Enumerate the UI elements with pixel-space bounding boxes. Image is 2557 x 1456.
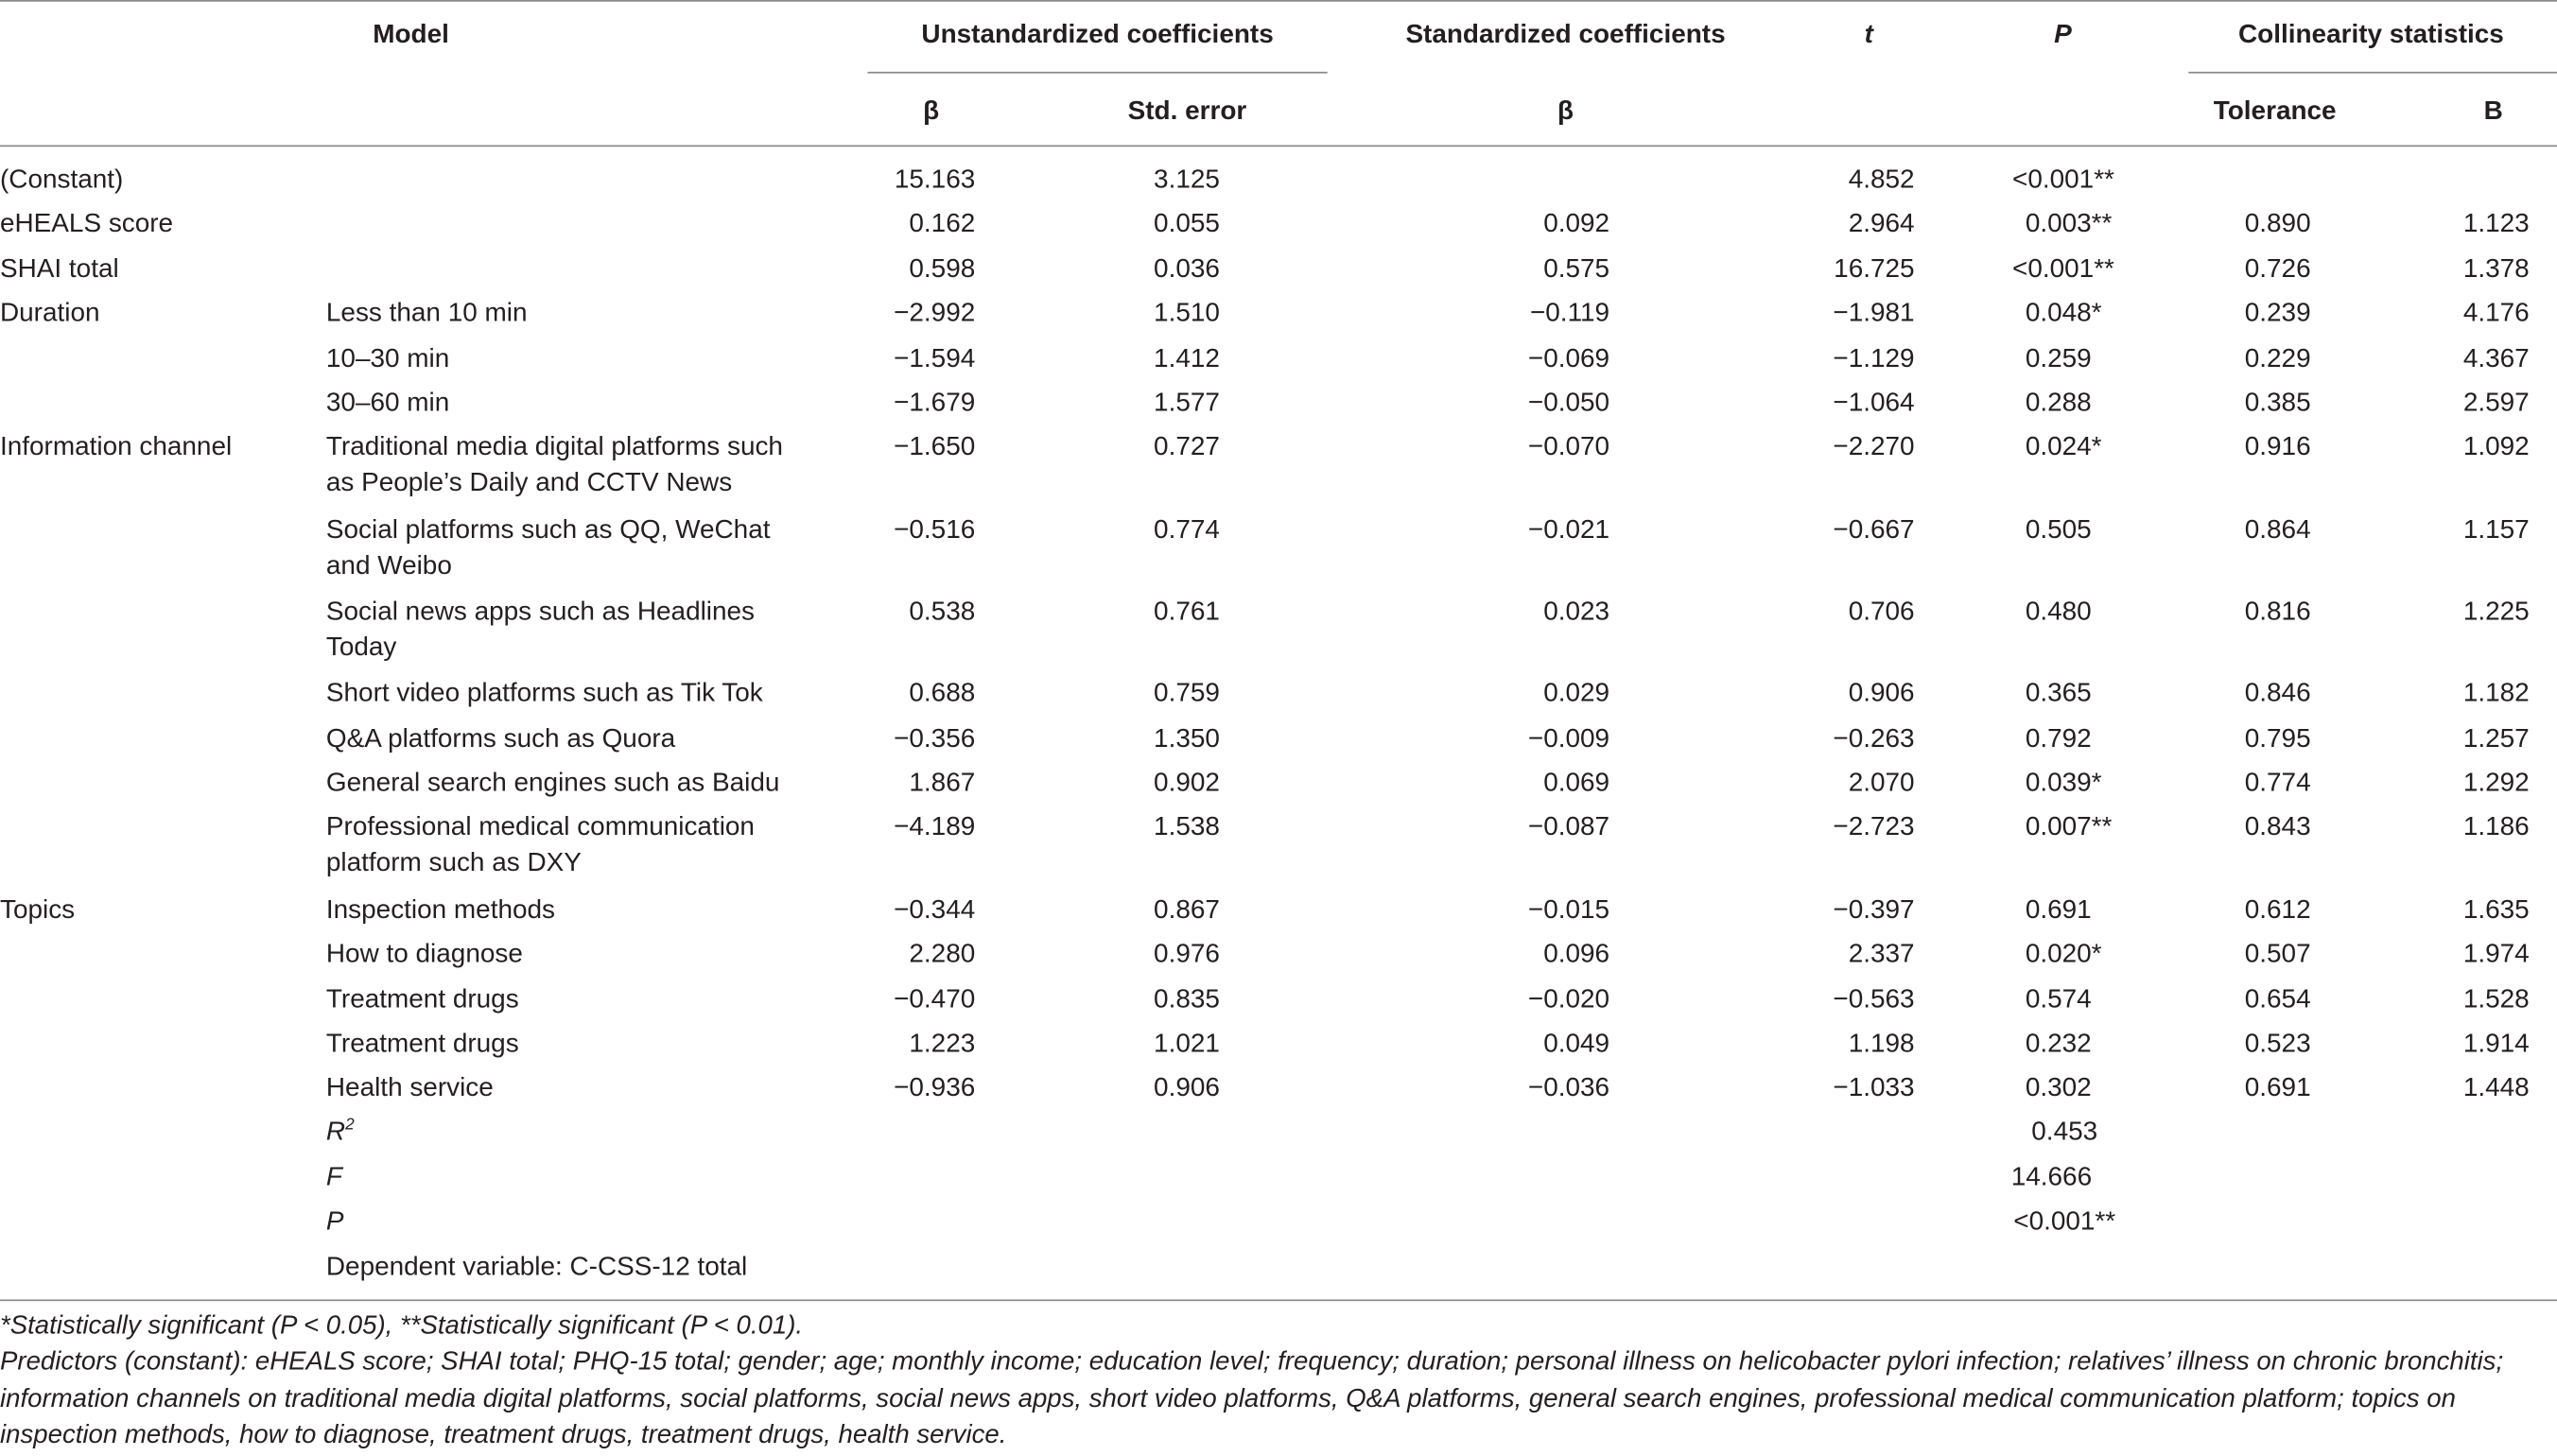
- cell-std-beta: −0.050: [1527, 388, 1610, 418]
- cell-tolerance: 0.523: [2244, 1029, 2311, 1059]
- cell-group-label: SHAI total: [0, 254, 119, 285]
- cell-unstd-beta: 0.688: [909, 678, 976, 708]
- header-standardized-coefficients: Standardized coefficients: [1405, 19, 1726, 49]
- cell-std-beta: −0.021: [1527, 514, 1610, 545]
- cell-tolerance: 0.654: [2244, 984, 2311, 1014]
- cell-std-error: 0.902: [1154, 768, 1220, 798]
- cell-t-value: −1.129: [1833, 343, 1915, 373]
- cell-p-value: 0.232: [2025, 1029, 2092, 1059]
- cell-tolerance: 0.239: [2244, 298, 2311, 328]
- cell-group-label: Duration: [0, 298, 100, 328]
- cell-b-value: 1.182: [2462, 678, 2530, 708]
- cell-p-value: 0.505: [2025, 514, 2092, 545]
- cell-unstd-beta: −4.189: [894, 811, 976, 841]
- summary-r2-superscript: 2: [345, 1116, 355, 1135]
- header-b: B: [2483, 95, 2503, 126]
- cell-sub-label: 30–60 min: [325, 388, 450, 418]
- cell-b-value: 1.092: [2462, 431, 2530, 462]
- cell-p-value: 0.003**: [2025, 208, 2113, 238]
- cell-unstd-beta: −2.992: [894, 298, 976, 328]
- cell-std-error: 1.021: [1154, 1029, 1220, 1059]
- cell-std-error: 3.125: [1154, 165, 1220, 195]
- cell-t-value: −0.263: [1833, 723, 1915, 754]
- header-subrule-unstandardized: [867, 72, 1327, 74]
- cell-group-label: (Constant): [0, 165, 124, 195]
- table-top-rule: [0, 0, 2557, 2]
- header-tolerance: Tolerance: [2213, 95, 2337, 126]
- cell-t-value: 0.706: [1848, 597, 1915, 627]
- cell-b-value: 2.597: [2462, 388, 2530, 418]
- cell-t-value: 2.337: [1848, 939, 1915, 969]
- cell-std-beta: 0.096: [1543, 939, 1610, 969]
- cell-unstd-beta: −0.516: [894, 514, 976, 545]
- cell-p-value: 0.480: [2025, 597, 2092, 627]
- cell-t-value: 2.964: [1848, 208, 1915, 238]
- cell-std-error: 0.055: [1154, 208, 1220, 238]
- cell-std-beta: −0.015: [1527, 894, 1610, 925]
- cell-std-error: 0.976: [1154, 939, 1220, 969]
- cell-std-beta: −0.069: [1527, 343, 1610, 373]
- cell-p-value: 0.259: [2025, 343, 2092, 373]
- cell-t-value: −0.397: [1833, 894, 1915, 925]
- cell-sub-label: Traditional media digital platforms such as People’s Daily and CCTV News: [325, 431, 783, 497]
- cell-std-beta: 0.029: [1543, 678, 1610, 708]
- cell-std-error: 0.867: [1154, 894, 1220, 925]
- cell-b-value: 4.367: [2462, 343, 2530, 373]
- cell-t-value: −0.563: [1833, 984, 1915, 1014]
- cell-tolerance: 0.890: [2244, 208, 2311, 238]
- cell-p-value: 0.048*: [2025, 298, 2102, 328]
- cell-tolerance: 0.916: [2244, 431, 2311, 462]
- header-unstandardized-coefficients: Unstandardized coefficients: [921, 19, 1274, 49]
- cell-sub-label: Social platforms such as QQ, WeChat and Weibo: [325, 514, 771, 581]
- cell-std-error: 1.577: [1154, 388, 1220, 418]
- cell-std-beta: −0.070: [1527, 431, 1610, 462]
- cell-std-error: 0.036: [1154, 254, 1220, 285]
- cell-b-value: 1.448: [2462, 1072, 2530, 1102]
- header-subrule-collinearity: [2188, 72, 2557, 74]
- cell-sub-label: How to diagnose: [325, 939, 523, 969]
- header-t-text: t: [1864, 19, 1873, 49]
- cell-t-value: 2.070: [1848, 768, 1915, 798]
- cell-p-value: 0.020*: [2025, 939, 2102, 969]
- footnote-predictors: Predictors (constant): eHEALS score; SHAI total; PHQ-15 total; gender; age; monthly income; education level; frequency; duration; personal illness on helicobacter pylori infection; relatives’ illness on chronic bronchitis; information channels on traditional media digital platforms, social platforms, social news apps, short video platforms, Q&A platforms, general search engines, professional medical communication platform; topics on inspection methods, how to diagnose, treatment drugs, treatment drugs, health service.: [0, 1348, 2504, 1450]
- cell-std-beta: −0.009: [1527, 723, 1610, 754]
- cell-p-value: <0.001**: [2012, 254, 2114, 285]
- header-collinearity-statistics: Collinearity statistics: [2238, 19, 2504, 49]
- cell-std-beta: 0.023: [1543, 597, 1610, 627]
- cell-std-beta: 0.092: [1543, 208, 1610, 238]
- cell-std-error: 0.761: [1154, 597, 1220, 627]
- header-p-text: P: [2054, 19, 2072, 49]
- cell-t-value: 0.906: [1848, 678, 1915, 708]
- summary-dependent-variable: Dependent variable: C-CSS-12 total: [325, 1252, 748, 1282]
- cell-sub-label: Professional medical communication platform such as DXY: [325, 811, 755, 877]
- cell-std-error: 0.727: [1154, 431, 1220, 462]
- cell-unstd-beta: 2.280: [909, 939, 976, 969]
- cell-b-value: 1.635: [2462, 894, 2530, 925]
- cell-t-value: 1.198: [1848, 1029, 1915, 1059]
- cell-unstd-beta: 1.867: [909, 768, 976, 798]
- header-bottom-rule: [0, 145, 2557, 147]
- cell-tolerance: 0.691: [2244, 1072, 2311, 1102]
- summary-r2-value: 0.453: [2031, 1117, 2098, 1147]
- cell-tolerance: 0.864: [2244, 514, 2311, 545]
- cell-t-value: −1.981: [1833, 298, 1915, 328]
- cell-b-value: 1.378: [2462, 254, 2530, 285]
- cell-std-beta: 0.069: [1543, 768, 1610, 798]
- cell-sub-label: General search engines such as Baidu: [325, 768, 780, 798]
- cell-sub-label: Less than 10 min: [325, 298, 528, 328]
- cell-p-value: 0.039*: [2025, 768, 2102, 798]
- table-bottom-rule: [0, 1299, 2557, 1301]
- cell-t-value: −0.667: [1833, 514, 1915, 545]
- header-beta-standardized: β: [1557, 95, 1574, 126]
- cell-unstd-beta: −0.470: [894, 984, 976, 1014]
- cell-b-value: 1.225: [2462, 597, 2530, 627]
- cell-sub-label: Treatment drugs: [325, 984, 519, 1014]
- summary-f-value: 14.666: [2010, 1162, 2093, 1192]
- cell-p-value: 0.302: [2025, 1072, 2092, 1102]
- cell-std-beta: 0.049: [1543, 1029, 1610, 1059]
- cell-tolerance: 0.507: [2244, 939, 2311, 969]
- cell-unstd-beta: −0.356: [894, 723, 976, 754]
- cell-tolerance: 0.816: [2244, 597, 2311, 627]
- header-model: Model: [373, 19, 449, 49]
- cell-p-value: 0.365: [2025, 678, 2092, 708]
- cell-unstd-beta: 15.163: [894, 165, 976, 195]
- footnote-significance: *Statistically significant (P < 0.05), **Statistically significant (P < 0.01).: [0, 1312, 804, 1341]
- cell-tolerance: 0.846: [2244, 678, 2311, 708]
- summary-r2-label: [326, 1114, 355, 1150]
- cell-tolerance: 0.726: [2244, 254, 2311, 285]
- cell-group-label: Information channel: [0, 431, 233, 462]
- cell-std-beta: −0.020: [1527, 984, 1610, 1014]
- cell-t-value: −2.270: [1833, 431, 1915, 462]
- header-t: [1865, 16, 1873, 52]
- cell-tolerance: 0.229: [2244, 343, 2311, 373]
- cell-unstd-beta: −0.936: [894, 1072, 976, 1102]
- cell-b-value: 1.974: [2462, 939, 2530, 969]
- cell-std-error: 0.774: [1154, 514, 1220, 545]
- cell-t-value: −1.064: [1833, 388, 1915, 418]
- cell-unstd-beta: 0.538: [909, 597, 976, 627]
- cell-b-value: 1.528: [2462, 984, 2530, 1014]
- cell-tolerance: 0.612: [2244, 894, 2311, 925]
- cell-sub-label: Health service: [325, 1072, 494, 1102]
- cell-b-value: 4.176: [2462, 298, 2530, 328]
- cell-group-label: eHEALS score: [0, 208, 174, 238]
- cell-std-error: 1.412: [1154, 343, 1220, 373]
- cell-sub-label: Inspection methods: [325, 894, 556, 925]
- cell-b-value: 1.914: [2462, 1029, 2530, 1059]
- cell-t-value: −1.033: [1833, 1072, 1915, 1102]
- cell-b-value: 1.257: [2462, 723, 2530, 754]
- summary-r2-letter: R: [325, 1117, 346, 1147]
- cell-t-value: 16.725: [1834, 254, 1915, 285]
- summary-p-label: P: [325, 1206, 344, 1237]
- cell-std-error: 0.759: [1154, 678, 1220, 708]
- cell-p-value: <0.001**: [2012, 165, 2114, 195]
- cell-std-error: 0.835: [1154, 984, 1220, 1014]
- cell-t-value: −2.723: [1833, 811, 1915, 841]
- cell-unstd-beta: 1.223: [909, 1029, 976, 1059]
- cell-p-value: 0.792: [2025, 723, 2092, 754]
- cell-std-beta: −0.036: [1527, 1072, 1610, 1102]
- cell-unstd-beta: 0.162: [909, 208, 976, 238]
- cell-std-error: 1.350: [1154, 723, 1220, 754]
- cell-p-value: 0.288: [2025, 388, 2092, 418]
- header-p: [2054, 16, 2072, 52]
- summary-f-label: F: [325, 1162, 342, 1192]
- cell-sub-label: 10–30 min: [325, 343, 450, 373]
- cell-std-beta: 0.575: [1543, 254, 1610, 285]
- cell-unstd-beta: −0.344: [894, 894, 976, 925]
- cell-p-value: 0.007**: [2025, 811, 2113, 841]
- cell-sub-label: Treatment drugs: [325, 1029, 519, 1059]
- cell-std-beta: −0.119: [1529, 298, 1610, 328]
- cell-p-value: 0.024*: [2025, 431, 2102, 462]
- cell-tolerance: 0.774: [2244, 768, 2311, 798]
- cell-std-error: 1.538: [1154, 811, 1220, 841]
- cell-tolerance: 0.385: [2244, 388, 2311, 418]
- cell-sub-label: Social news apps such as Headlines Today: [325, 597, 756, 663]
- header-beta-unstandardized: β: [923, 95, 940, 126]
- cell-unstd-beta: 0.598: [909, 254, 976, 285]
- header-std-error: Std. error: [1127, 95, 1247, 126]
- cell-std-beta: −0.087: [1527, 811, 1610, 841]
- cell-b-value: 1.292: [2462, 768, 2530, 798]
- cell-sub-label: Short video platforms such as Tik Tok: [325, 678, 763, 708]
- cell-tolerance: 0.843: [2244, 811, 2311, 841]
- cell-b-value: 1.123: [2462, 208, 2530, 238]
- cell-p-value: 0.574: [2025, 984, 2092, 1014]
- cell-tolerance: 0.795: [2244, 723, 2311, 754]
- cell-std-error: 1.510: [1154, 298, 1220, 328]
- cell-p-value: 0.691: [2025, 894, 2092, 925]
- cell-unstd-beta: −1.679: [894, 388, 976, 418]
- summary-p-value: <0.001**: [2013, 1206, 2116, 1237]
- cell-unstd-beta: −1.594: [894, 343, 976, 373]
- cell-sub-label: Q&A platforms such as Quora: [325, 723, 676, 754]
- cell-unstd-beta: −1.650: [894, 431, 976, 462]
- cell-b-value: 1.186: [2462, 811, 2530, 841]
- cell-std-error: 0.906: [1154, 1072, 1220, 1102]
- cell-b-value: 1.157: [2462, 514, 2530, 545]
- cell-t-value: 4.852: [1848, 165, 1915, 195]
- cell-group-label: Topics: [0, 894, 76, 925]
